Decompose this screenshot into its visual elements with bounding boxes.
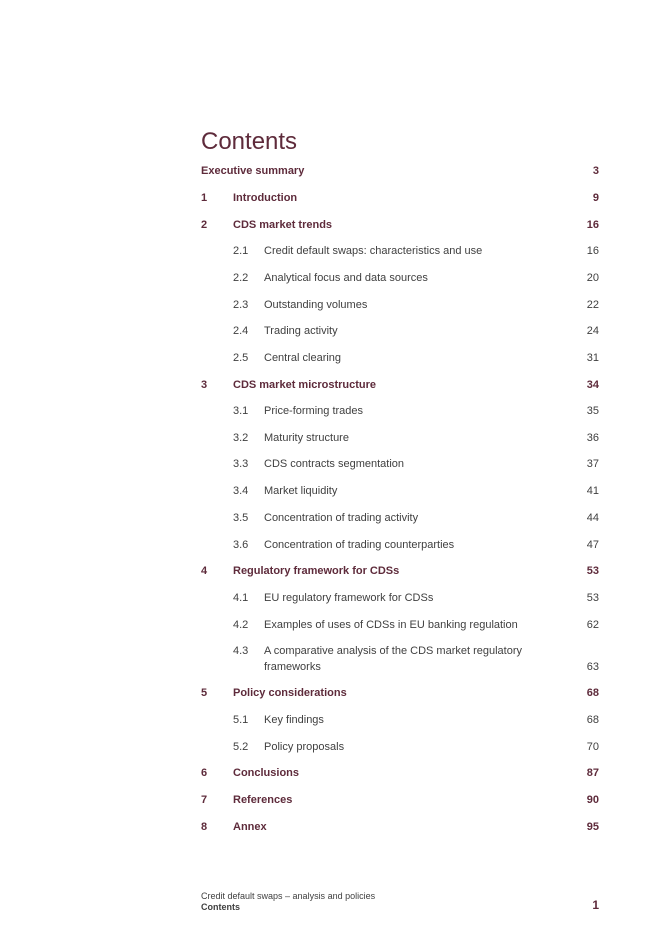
toc-number: 5.1 <box>233 714 249 726</box>
toc-page: 53 <box>586 592 599 604</box>
toc-title: CDS market microstructure <box>233 379 377 391</box>
toc-page: 22 <box>586 299 599 311</box>
toc-page: 9 <box>592 192 599 204</box>
toc-page: 53 <box>586 565 599 577</box>
toc-title: Analytical focus and data sources <box>264 272 428 284</box>
toc-page: 90 <box>586 794 599 806</box>
toc-number: 4.2 <box>233 619 249 631</box>
toc-number: 2.5 <box>233 352 249 364</box>
toc-title: CDS contracts segmentation <box>264 458 405 470</box>
toc-page: 95 <box>586 821 599 833</box>
toc-title: Policy considerations <box>233 687 347 699</box>
page-title: Contents <box>201 128 298 156</box>
toc-page: 47 <box>586 539 599 551</box>
toc-number: 1 <box>201 192 208 204</box>
toc-title: Concentration of trading counterparties <box>264 539 455 551</box>
toc-title: Annex <box>233 821 267 833</box>
toc-number: 5 <box>201 687 208 699</box>
toc-page: 70 <box>586 741 599 753</box>
toc-number: 2.4 <box>233 325 249 337</box>
toc-title: CDS market trends <box>233 219 333 231</box>
toc-page: 31 <box>586 352 599 364</box>
page-footer <box>201 891 599 913</box>
toc-number: 3.1 <box>233 405 249 417</box>
toc-number: 8 <box>201 821 208 833</box>
toc-title: Executive summary <box>201 165 305 177</box>
toc-number: 2.1 <box>233 245 249 257</box>
toc-number: 3 <box>201 379 208 391</box>
toc-page: 24 <box>586 325 599 337</box>
toc-title: Introduction <box>233 192 298 204</box>
toc-page: 16 <box>586 219 599 231</box>
toc-page: 87 <box>586 767 599 779</box>
toc-title: A comparative analysis of the CDS market regulatory frameworks <box>264 645 523 673</box>
toc-page: 3 <box>592 165 599 177</box>
toc-page: 63 <box>586 661 599 673</box>
toc-number: 3.2 <box>233 432 249 444</box>
toc-page: 20 <box>586 272 599 284</box>
toc-number: 3.3 <box>233 458 249 470</box>
toc-title: Outstanding volumes <box>264 299 368 311</box>
toc-number: 3.4 <box>233 485 249 497</box>
toc-title: Policy proposals <box>264 741 345 753</box>
toc-page: 37 <box>586 458 599 470</box>
footer-section: Contents <box>201 902 240 912</box>
toc-title: Concentration of trading activity <box>264 512 419 524</box>
toc-page: 68 <box>586 714 599 726</box>
toc-title: Trading activity <box>264 325 338 337</box>
toc-page: 41 <box>586 485 599 497</box>
toc-title: Regulatory framework for CDSs <box>233 565 400 577</box>
toc-title: References <box>233 794 293 806</box>
footer-document-title: Credit default swaps – analysis and policies <box>201 891 376 901</box>
toc-number: 4 <box>201 565 208 577</box>
footer-page-number: 1 <box>592 898 599 912</box>
toc-title: Maturity structure <box>264 432 349 444</box>
toc-number: 6 <box>201 767 208 779</box>
toc-title: Examples of uses of CDSs in EU banking regulation <box>264 619 518 631</box>
toc-title: EU regulatory framework for CDSs <box>264 592 434 604</box>
toc-number: 4.1 <box>233 592 249 604</box>
toc-title: Market liquidity <box>264 485 338 497</box>
toc-page: 35 <box>586 405 599 417</box>
toc-title: Credit default swaps: characteristics and use <box>264 245 483 257</box>
toc-page: 62 <box>586 619 599 631</box>
toc-number: 3.6 <box>233 539 249 551</box>
toc-number: 5.2 <box>233 741 249 753</box>
toc-number: 7 <box>201 794 208 806</box>
toc-title: Central clearing <box>264 352 342 364</box>
toc-title: Conclusions <box>233 767 300 779</box>
toc-number: 2 <box>201 219 208 231</box>
toc-page: 68 <box>586 687 599 699</box>
toc-number: 2.3 <box>233 299 249 311</box>
toc-page: 36 <box>586 432 599 444</box>
toc-number: 3.5 <box>233 512 249 524</box>
toc-page: 16 <box>586 245 599 257</box>
toc-page: 44 <box>586 512 599 524</box>
toc-number: 4.3 <box>233 645 249 657</box>
toc-title: Key findings <box>264 714 324 726</box>
toc-page: 34 <box>586 379 599 391</box>
toc-title: Price-forming trades <box>264 405 364 417</box>
toc-number: 2.2 <box>233 272 249 284</box>
